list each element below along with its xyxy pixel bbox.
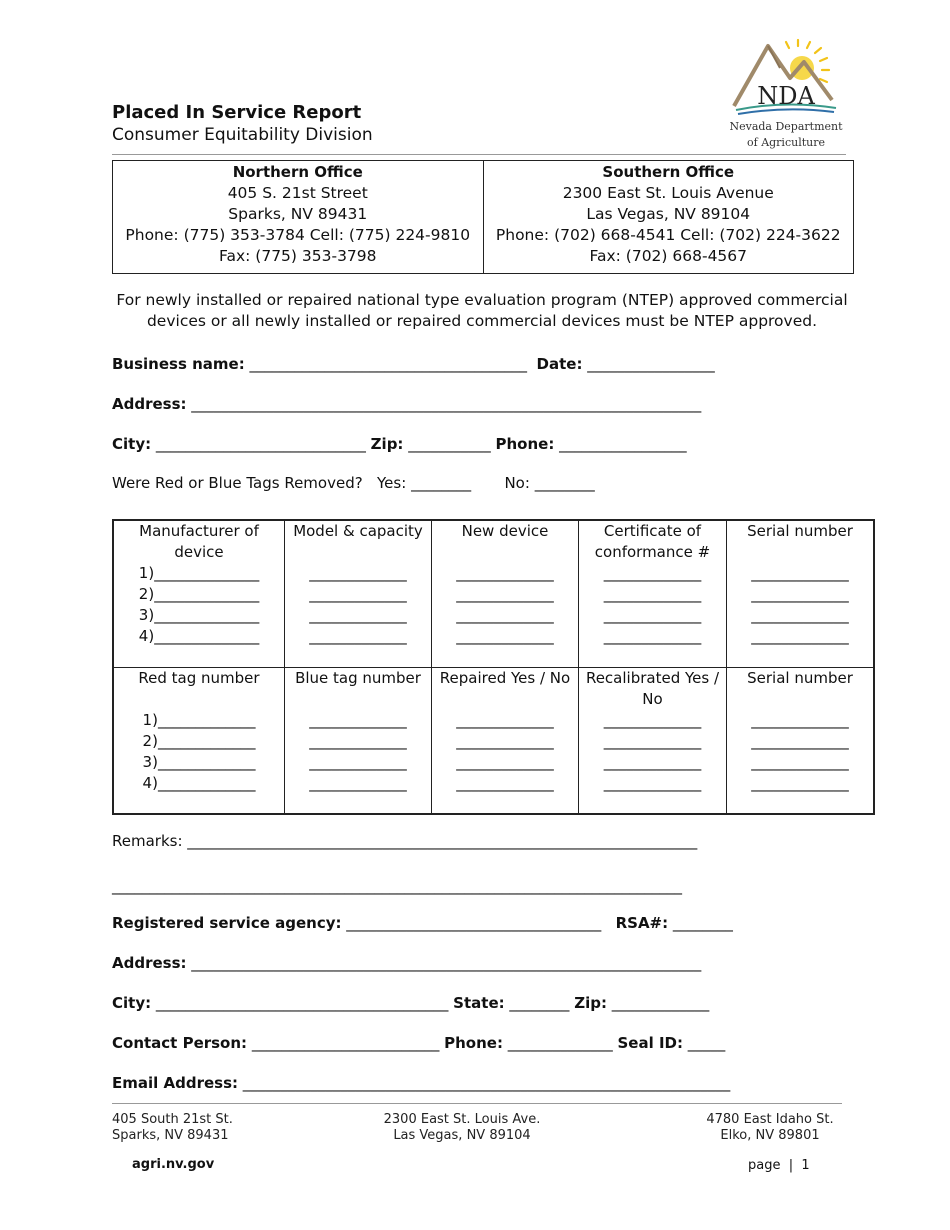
line-field[interactable]: _____________ <box>309 585 407 603</box>
remarks-label: Remarks: <box>112 832 183 850</box>
address-label: Address: <box>112 954 187 972</box>
rsa-label: RSA#: <box>615 914 669 932</box>
line-field[interactable]: _____________ <box>456 606 554 624</box>
column-header: Recalibrated Yes / No <box>585 669 720 708</box>
line-field[interactable]: _____________ <box>603 564 702 582</box>
column-header: Repaired Yes / No <box>439 669 571 687</box>
line-field[interactable]: 1)_____________ <box>142 711 256 729</box>
business-name-label: Business name: <box>112 355 245 373</box>
table-cell <box>579 668 727 814</box>
office-fax: Fax: (702) 668-4567 <box>589 247 748 265</box>
city-field[interactable]: ____________________________ <box>155 435 366 453</box>
line-field[interactable]: 1)______________ <box>138 564 260 582</box>
agency-field[interactable]: __________________________________ <box>346 914 602 932</box>
remarks-row <box>112 832 697 850</box>
line-field[interactable]: _____________ <box>751 564 849 582</box>
line-field[interactable]: 3)______________ <box>138 606 260 624</box>
remarks-row-2 <box>112 877 682 895</box>
footer-line: Las Vegas, NV 89104 <box>393 1128 531 1143</box>
agency-city-row <box>112 994 709 1012</box>
footer-line: Sparks, NV 89431 <box>112 1128 229 1143</box>
line-field[interactable]: _____________ <box>751 732 849 750</box>
agency-address-field[interactable]: ____________________________________________________________________ <box>191 954 702 972</box>
logo-line-1: Nevada Department <box>729 120 843 133</box>
table-row <box>114 668 874 814</box>
line-field[interactable]: _____________ <box>603 753 702 771</box>
division-subtitle: Consumer Equitability Division <box>112 125 373 145</box>
line-field[interactable]: _____________ <box>603 711 702 729</box>
line-field[interactable]: _____________ <box>751 627 849 645</box>
northern-office <box>113 161 483 273</box>
line-field[interactable]: _____________ <box>751 585 849 603</box>
zip-label: Zip: <box>574 994 607 1012</box>
office-phone: Phone: (775) 353-3784 Cell: (775) 224-9810 <box>125 226 471 244</box>
line-field[interactable]: _____________ <box>603 732 702 750</box>
address-label: Address: <box>112 395 187 413</box>
office-name: Southern Office <box>602 163 735 181</box>
header-divider <box>112 154 846 155</box>
rsa-field[interactable]: ________ <box>672 914 733 932</box>
footer-line: 4780 East Idaho St. <box>706 1112 834 1127</box>
line-field[interactable]: _____________ <box>456 732 554 750</box>
seal-field[interactable]: _____ <box>687 1034 726 1052</box>
website-link[interactable]: agri.nv.gov <box>132 1157 215 1172</box>
yes-field[interactable]: ________ <box>411 474 472 492</box>
city-label: City: <box>112 994 152 1012</box>
agency-address-row <box>112 954 701 972</box>
date-field[interactable]: _________________ <box>587 355 715 373</box>
column-header: Certificate of conformance # <box>594 522 711 561</box>
line-field[interactable]: _____________ <box>603 774 702 792</box>
column-header: Serial number <box>747 669 853 687</box>
table-cell <box>114 668 285 814</box>
offices-box <box>112 160 854 274</box>
line-field[interactable]: _____________ <box>456 627 554 645</box>
table-cell <box>285 668 432 814</box>
logo-acronym: NDA <box>757 82 815 110</box>
footer-address-elko <box>700 1112 840 1144</box>
contact-label: Contact Person: <box>112 1034 248 1052</box>
logo-line-2: of Agriculture <box>747 136 825 149</box>
office-phone: Phone: (702) 668-4541 Cell: (702) 224-3622 <box>495 226 841 244</box>
table-cell <box>114 521 285 668</box>
line-field[interactable]: _____________ <box>456 774 554 792</box>
column-header: Manufacturer of device <box>139 522 259 561</box>
phone-label: Phone: <box>444 1034 503 1052</box>
office-street: 405 S. 21st Street <box>227 184 368 202</box>
zip-label: Zip: <box>370 435 404 453</box>
tags-row <box>112 474 595 492</box>
southern-office <box>483 161 854 273</box>
contact-row <box>112 1034 725 1052</box>
line-field[interactable]: 4)______________ <box>138 627 260 645</box>
table-cell <box>727 668 874 814</box>
column-header: Blue tag number <box>295 669 421 687</box>
line-field[interactable]: _____________ <box>603 627 702 645</box>
column-header: Red tag number <box>138 669 260 687</box>
footer-address-sparks <box>112 1112 233 1144</box>
line-field[interactable]: _____________ <box>309 606 407 624</box>
line-field[interactable]: 2)______________ <box>138 585 260 603</box>
line-field[interactable]: 3)_____________ <box>142 753 256 771</box>
footer-divider <box>112 1103 842 1104</box>
business-row <box>112 355 715 373</box>
business-name-field[interactable]: _____________________________________ <box>249 355 527 373</box>
office-city: Sparks, NV 89431 <box>228 205 368 223</box>
line-field[interactable]: _____________ <box>456 753 554 771</box>
line-field[interactable]: _____________ <box>456 564 554 582</box>
office-street: 2300 East St. Louis Avenue <box>562 184 774 202</box>
line-field[interactable]: _____________ <box>456 711 554 729</box>
line-field[interactable]: 4)_____________ <box>142 774 256 792</box>
phone-field[interactable]: _________________ <box>559 435 687 453</box>
device-table <box>112 519 875 815</box>
address-field[interactable]: ____________________________________________________________________ <box>191 395 702 413</box>
remarks-field[interactable]: ____________________________________________________________________ <box>187 832 698 850</box>
footer-address-las-vegas <box>380 1112 544 1144</box>
line-field[interactable]: _____________ <box>751 774 849 792</box>
footer-line: 405 South 21st St. <box>112 1112 233 1127</box>
ntep-notice: For newly installed or repaired national type evaluation program (NTEP) approved commercial devices or all newly installed or repaired commercial devices must be NTEP approved. <box>116 291 848 330</box>
zip-field[interactable]: ___________ <box>408 435 491 453</box>
line-field[interactable]: _____________ <box>751 606 849 624</box>
line-field[interactable]: _____________ <box>751 753 849 771</box>
line-field[interactable]: 2)_____________ <box>142 732 256 750</box>
agency-city-field[interactable]: _______________________________________ <box>155 994 449 1012</box>
address-row <box>112 395 701 413</box>
table-cell <box>285 521 432 668</box>
line-field[interactable]: _____________ <box>751 711 849 729</box>
column-header: Model & capacity <box>293 522 423 540</box>
footer-line: 2300 East St. Louis Ave. <box>383 1112 541 1127</box>
page-number: page | 1 <box>748 1158 810 1173</box>
line-field[interactable]: _____________ <box>309 753 407 771</box>
agency-row <box>112 914 733 932</box>
report-title: Placed In Service Report <box>112 102 362 123</box>
office-city: Las Vegas, NV 89104 <box>586 205 751 223</box>
line-field[interactable]: _____________ <box>603 606 702 624</box>
remarks-field-2[interactable]: ____________________________________________________________________________ <box>112 877 682 895</box>
email-label: Email Address: <box>112 1074 239 1092</box>
column-header: Serial number <box>747 522 853 540</box>
table-row <box>114 521 874 668</box>
line-field[interactable]: _____________ <box>603 585 702 603</box>
email-row <box>112 1074 730 1092</box>
nda-logo <box>728 38 844 154</box>
line-field[interactable]: _____________ <box>309 627 407 645</box>
state-label: State: <box>453 994 505 1012</box>
city-label: City: <box>112 435 152 453</box>
line-field[interactable]: _____________ <box>309 711 407 729</box>
no-label: No: <box>504 474 530 492</box>
state-field[interactable]: ________ <box>509 994 570 1012</box>
date-label: Date: <box>536 355 583 373</box>
email-field[interactable]: _________________________________________________________________ <box>242 1074 731 1092</box>
seal-label: Seal ID: <box>617 1034 683 1052</box>
column-header: New device <box>461 522 549 540</box>
footer-line: Elko, NV 89801 <box>720 1128 820 1143</box>
yes-label: Yes: <box>377 474 407 492</box>
table-cell <box>432 668 579 814</box>
agency-label: Registered service agency: <box>112 914 342 932</box>
agency-zip-field[interactable]: _____________ <box>611 994 710 1012</box>
office-name: Northern Office <box>232 163 363 181</box>
contact-field[interactable]: _________________________ <box>251 1034 440 1052</box>
phone-label: Phone: <box>495 435 555 453</box>
no-field[interactable]: ________ <box>534 474 595 492</box>
tags-question: Were Red or Blue Tags Removed? <box>112 474 363 492</box>
line-field[interactable]: _____________ <box>309 564 407 582</box>
line-field[interactable]: _____________ <box>309 774 407 792</box>
table-cell <box>579 521 727 668</box>
table-cell <box>432 521 579 668</box>
line-field[interactable]: _____________ <box>456 585 554 603</box>
city-row <box>112 435 687 453</box>
office-fax: Fax: (775) 353-3798 <box>218 247 377 265</box>
agency-phone-field[interactable]: ______________ <box>507 1034 613 1052</box>
table-cell <box>727 521 874 668</box>
line-field[interactable]: _____________ <box>309 732 407 750</box>
